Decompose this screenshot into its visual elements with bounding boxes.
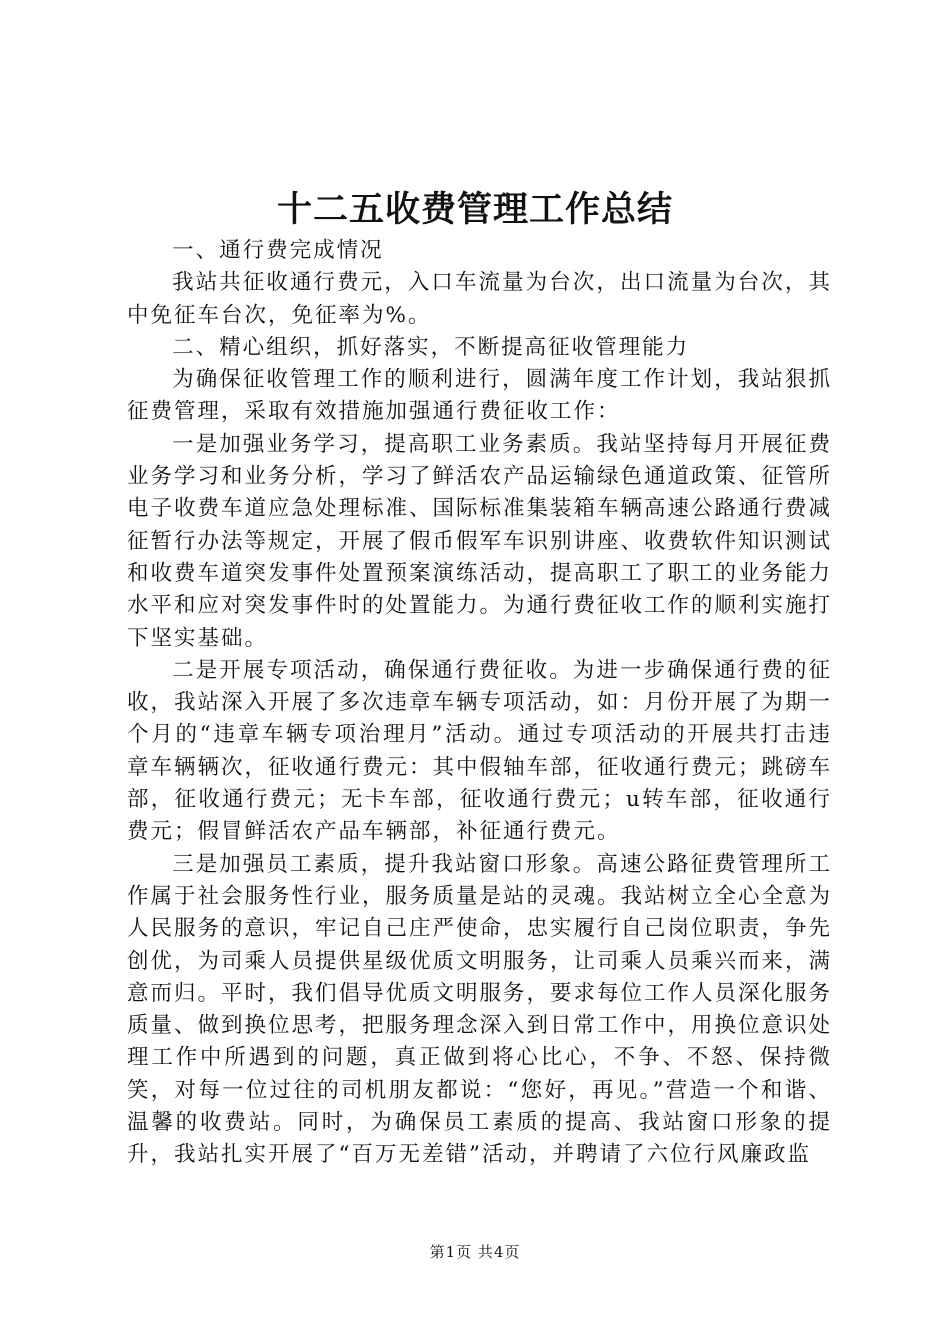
section-heading-2: 二、精心组织，抓好落实，不断提高征收管理能力 <box>172 334 690 360</box>
page-footer: 第1页 共4页 <box>429 1243 521 1261</box>
paragraph-staff-quality: 三是加强员工素质，提升我站窗口形象。高速公路征费管理所工作属于社会服务性行业，服务质量是站的灵魂。我站树立全心全意为人民服务的意识，牢记自己庄严使命，忠实履行自己岗位职责，争先创优，为司乘人员提供星级优质文明服务，让司乘人员乘兴而来，满意而归。平时，我们倡导优质文明服务，要求每位工作人员深化服务质量、做到换位思考，把服务理念深入到日常工作中，用换位意识处理工作中所遇到的问题，真正做到将心比心，不争、不怒、保持微笑，对每一位过往的司机朋友都说：“您好，再见。”营造一个和谐、温馨的收费站。同时，为确保员工素质的提高、我站窗口形象的提升，我站扎实开展了“百万无差错”活动，并聘请了六位行风廉政监 <box>127 851 833 1168</box>
document-title: 十二五收费管理工作总结 <box>276 190 673 230</box>
paragraph-intro-measures: 为确保征收管理工作的顺利进行，圆满年度工作计划，我站狠抓征费管理，采取有效措施加强通行费征收工作： <box>127 367 832 425</box>
paragraph-business-study: 一是加强业务学习，提高职工业务素质。我站坚持每月开展征费业务学习和业务分析，学习了鲜活农产品运输绿色通道政策、征管所电子收费车道应急处理标准、国际标准集装箱车辆高速公路通行费减征暂行办法等规定，开展了假币假军车识别讲座、收费软件知识测试和收费车道突发事件处置预案演练活动，提高职工了职工的业务能力水平和应对突发事件时的处置能力。为通行费征收工作的顺利实施打下坚实基础。 <box>127 431 833 651</box>
document-body <box>127 235 832 1172</box>
section-heading-1: 一、通行费完成情况 <box>172 238 384 263</box>
paragraph-fee-summary: 我站共征收通行费元，入口车流量为台次，出口流量为台次，其中免征车台次，免征率为%。 <box>127 270 832 328</box>
paragraph-special-activities: 二是开展专项活动，确保通行费征收。为进一步确保通行费的征收，我站深入开展了多次违章车辆专项活动，如：月份开展了为期一个月的“违章车辆专项治理月”活动。通过专项活动的开展共打击违章车辆辆次，征收通行费元：其中假轴车部，征收通行费元；跳磅车部，征收通行费元；无卡车部，征收通行费元；u转车部，征收通行费元；假冒鲜活农产品车辆部，补征通行费元。 <box>127 657 833 845</box>
